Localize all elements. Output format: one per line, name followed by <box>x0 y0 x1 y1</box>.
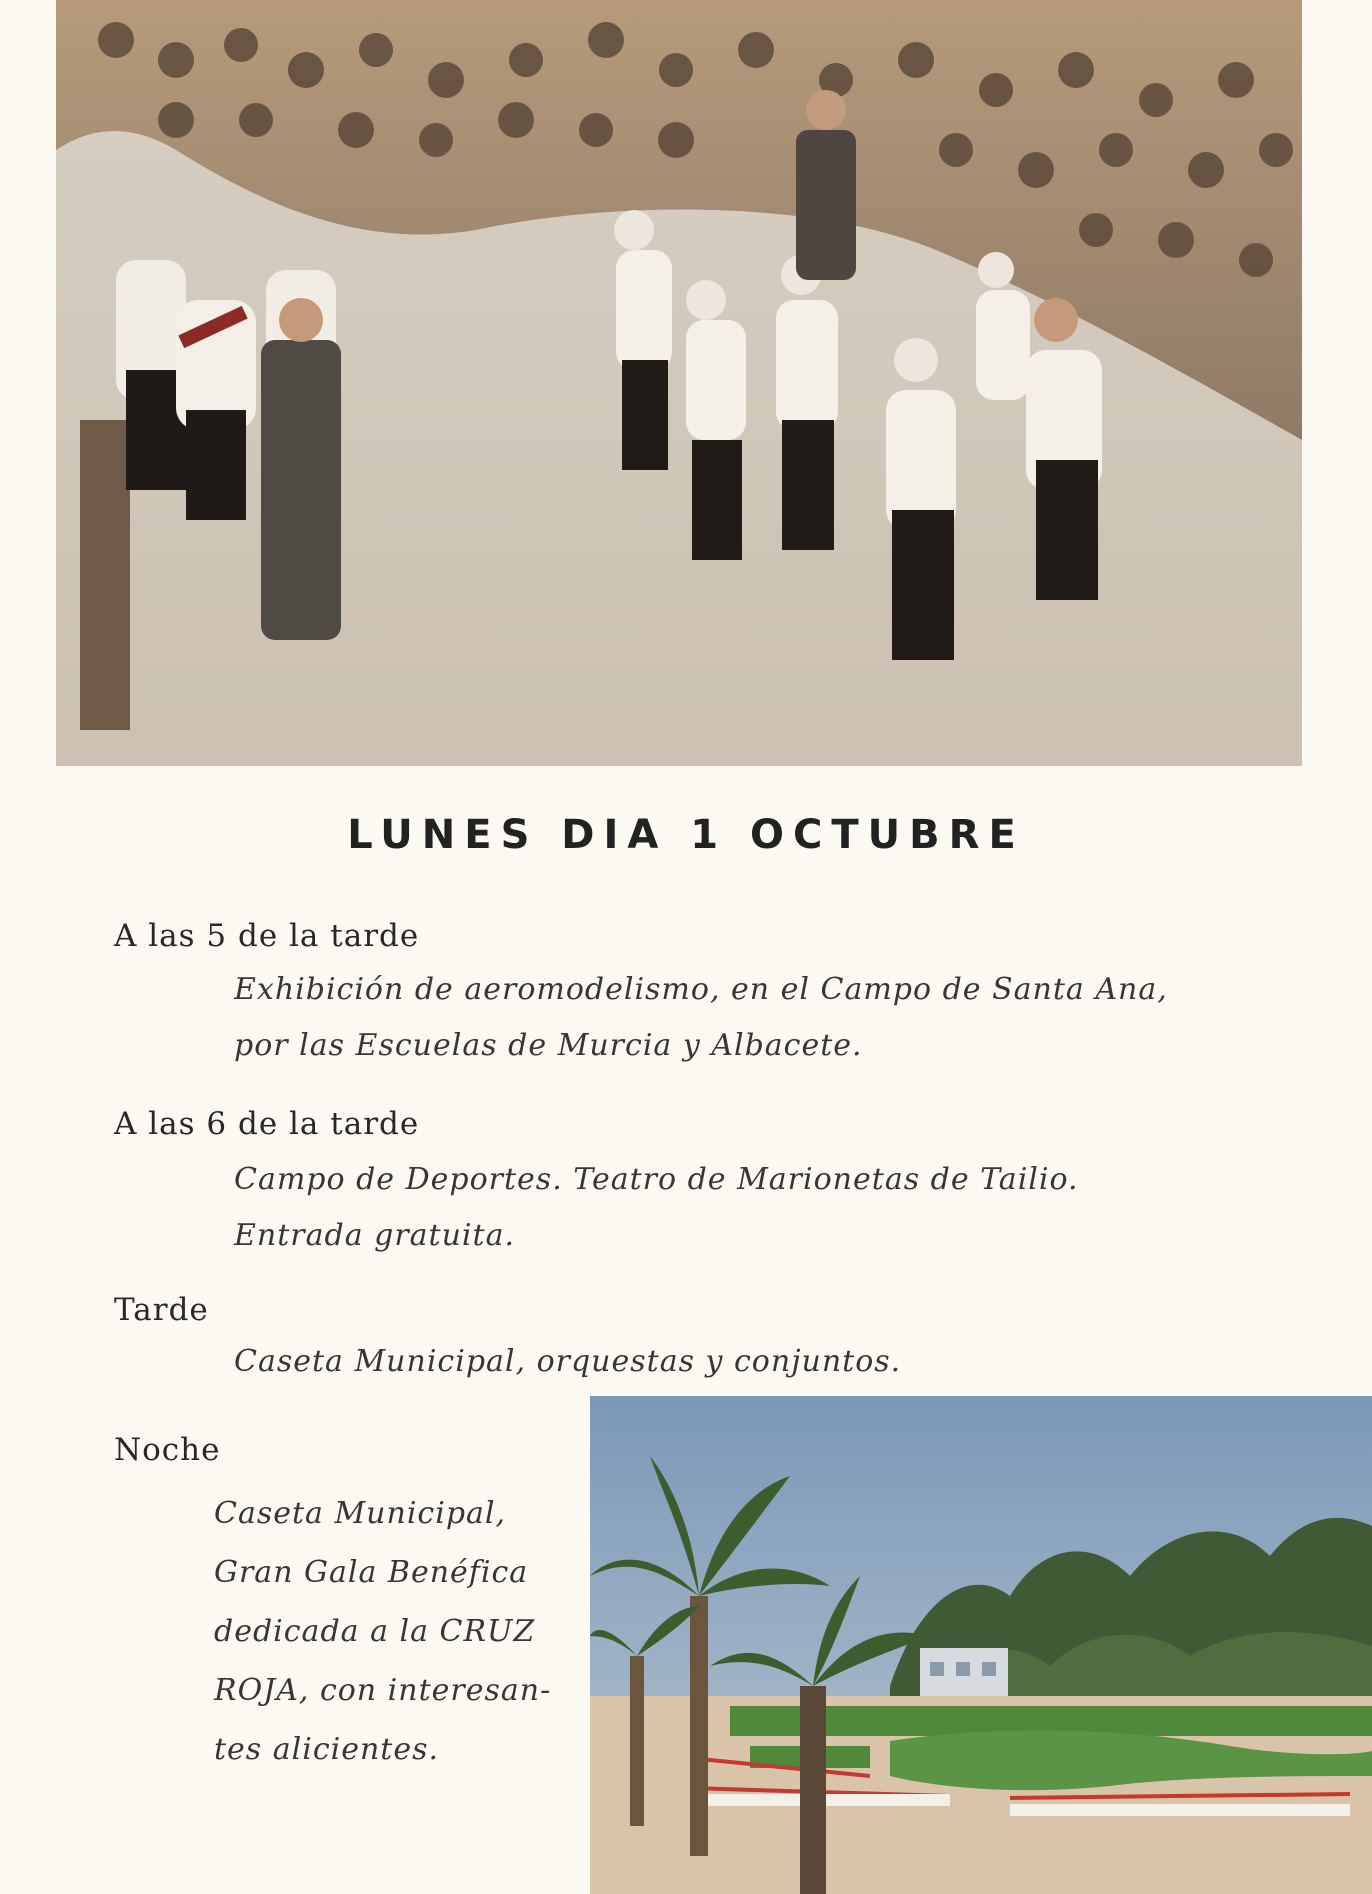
page-title: LUNES DIA 1 OCTUBRE <box>347 812 1025 858</box>
description-line: tes alicientes. <box>214 1732 440 1767</box>
event-description-4 <box>214 1484 564 1779</box>
description-line: Gran Gala Benéfica <box>214 1555 529 1590</box>
description-line: ROJA, con interesan- <box>214 1673 552 1708</box>
description-line: Caseta Municipal, <box>214 1496 507 1531</box>
event-description-2 <box>234 1152 1244 1264</box>
event-time-1: A las 5 de la tarde <box>114 918 420 954</box>
description-line: Campo de Deportes. Teatro de Marionetas de Tailio. <box>234 1162 1079 1197</box>
event-time-2: A las 6 de la tarde <box>114 1106 420 1142</box>
description-line: Entrada gratuita. <box>234 1218 516 1253</box>
event-description-1 <box>234 962 1244 1074</box>
description-line: Caseta Municipal, orquestas y conjuntos. <box>234 1344 902 1379</box>
event-time-4: Noche <box>114 1432 221 1468</box>
description-line: dedicada a la CRUZ <box>214 1614 536 1649</box>
description-line: por las Escuelas de Murcia y Albacete. <box>234 1028 863 1063</box>
park-palm-trees-photo <box>590 1396 1372 1894</box>
event-time-3: Tarde <box>114 1292 209 1328</box>
description-line: Exhibición de aeromodelismo, en el Campo de Santa Ana, <box>234 972 1168 1007</box>
event-description-3 <box>234 1334 1244 1390</box>
folk-dance-photo <box>56 0 1302 766</box>
